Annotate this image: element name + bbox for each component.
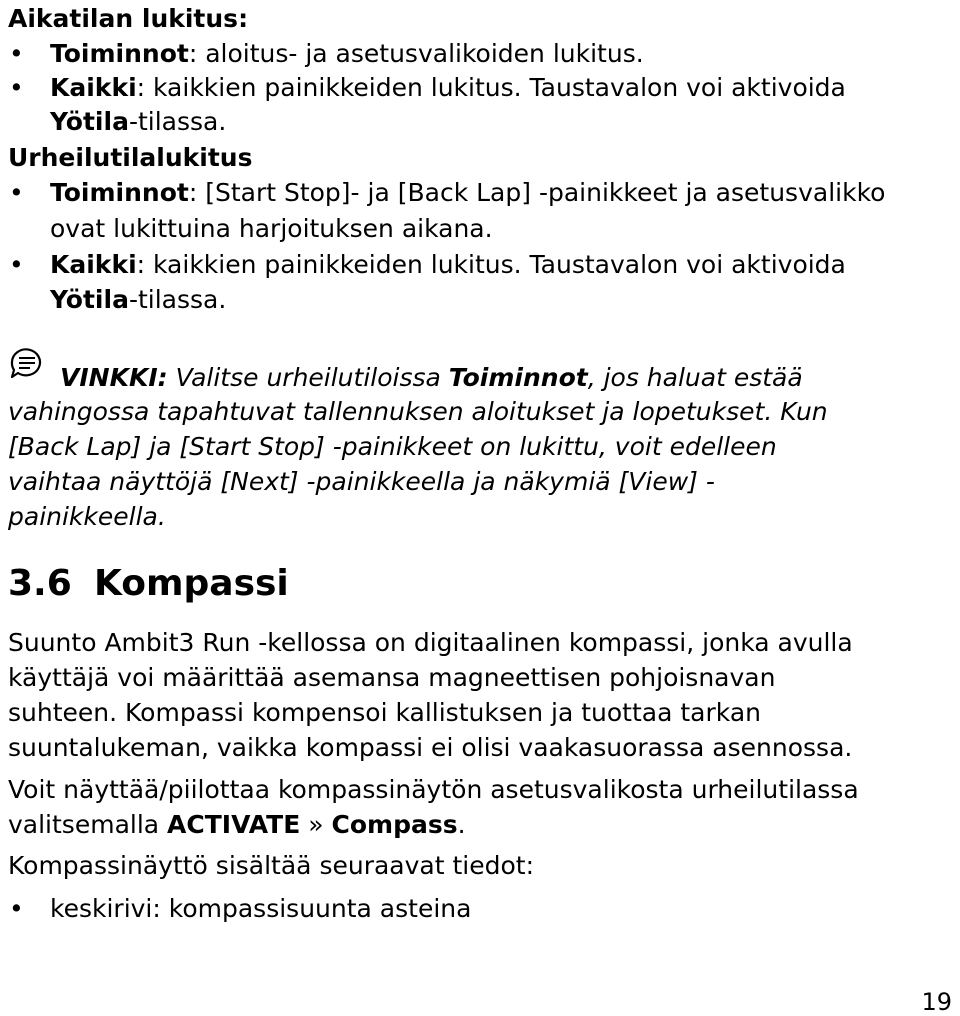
paragraph-line: Suunto Ambit3 Run -kellossa on digitaalinen kompassi, jonka avulla bbox=[8, 628, 853, 657]
bullet: • bbox=[9, 178, 24, 207]
list-item-continuation: Yötila-tilassa. bbox=[50, 107, 227, 136]
page-number: 19 bbox=[921, 988, 952, 1016]
section-heading: 3.6 Kompassi bbox=[8, 563, 289, 604]
list-item-continuation: ovat lukittuina harjoituksen aikana. bbox=[50, 214, 493, 243]
tip-text: vahingossa tapahtuvat tallennuksen aloitukset ja lopetukset. Kun bbox=[8, 397, 828, 426]
bullet: • bbox=[9, 39, 24, 68]
tip-text: painikkeella. bbox=[8, 502, 166, 531]
bullet: • bbox=[9, 250, 24, 279]
bullet: • bbox=[9, 894, 24, 923]
tip-text: VINKKI: Valitse urheilutiloissa Toiminnot, jos haluat estää bbox=[60, 363, 803, 392]
list-item: Toiminnot: [Start Stop]- ja [Back Lap] -painikkeet ja asetusvalikko bbox=[50, 178, 886, 207]
section-title: Urheilutilalukitus bbox=[8, 143, 253, 172]
list-item-continuation: Yötila-tilassa. bbox=[50, 285, 227, 314]
list-item: keskirivi: kompassisuunta asteina bbox=[50, 894, 472, 923]
list-item: Kaikki: kaikkien painikkeiden lukitus. Taustavalon voi aktivoida bbox=[50, 250, 846, 279]
paragraph-line: suhteen. Kompassi kompensoi kallistuksen ja tuottaa tarkan bbox=[8, 698, 761, 727]
paragraph-line: suuntalukeman, vaikka kompassi ei olisi vaakasuorassa asennossa. bbox=[8, 733, 853, 762]
paragraph-line: Voit näyttää/piilottaa kompassinäytön asetusvalikosta urheilutilassa bbox=[8, 775, 859, 804]
bullet: • bbox=[9, 73, 24, 102]
tip-text: [Back Lap] ja [Start Stop] -painikkeet on lukittu, voit edelleen bbox=[8, 432, 777, 461]
note-icon bbox=[8, 344, 48, 384]
tip-text: vaihtaa näyttöjä [Next] -painikkeella ja näkymiä [View] - bbox=[8, 467, 715, 496]
paragraph-line: valitsemalla ACTIVATE » Compass. bbox=[8, 810, 466, 839]
paragraph-line: Kompassinäyttö sisältää seuraavat tiedot: bbox=[8, 851, 534, 880]
paragraph-line: käyttäjä voi määrittää asemansa magneettisen pohjoisnavan bbox=[8, 663, 776, 692]
list-item: Toiminnot: aloitus- ja asetusvalikoiden lukitus. bbox=[50, 39, 644, 68]
section-title: Aikatilan lukitus: bbox=[8, 4, 249, 33]
list-item: Kaikki: kaikkien painikkeiden lukitus. Taustavalon voi aktivoida bbox=[50, 73, 846, 102]
